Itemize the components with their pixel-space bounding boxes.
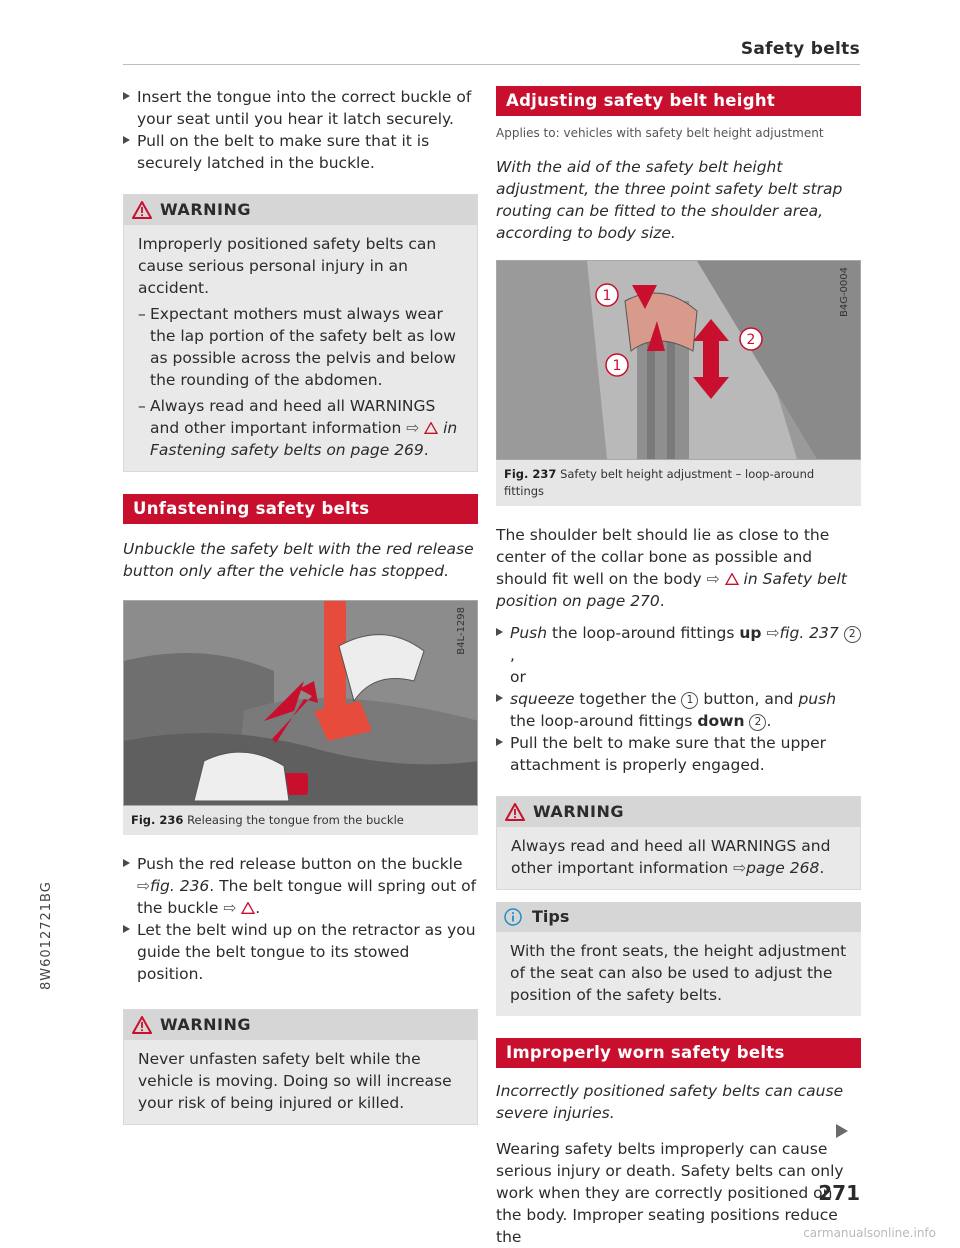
warning-header — [497, 797, 860, 827]
header-rule — [123, 64, 860, 65]
figure-236 — [123, 600, 478, 806]
paragraph-improper-wear: Wearing safety belts improperly can cause serious injury or death. Safety belts can only work when they are correctly positioned on the body. Improper seating positions reduce the — [496, 1140, 844, 1246]
step-bullet-icon — [496, 694, 503, 702]
marker-1-badge: 1 — [681, 692, 698, 709]
arrow-right-icon: ⇨ — [223, 899, 237, 917]
step-text: Pull on the belt to make sure that it is securely latched in the buckle. — [137, 132, 430, 172]
figure-reference-link[interactable]: fig. 236 — [150, 877, 210, 895]
warning-text-part: Always read and heed all WARNINGS and other important information — [511, 837, 831, 877]
step-text: Insert the tongue into the correct buckle of your seat until you hear it latch securely. — [137, 88, 472, 128]
step-squeeze-push — [496, 688, 861, 732]
warning-header — [124, 195, 477, 225]
warning-triangle-icon — [725, 573, 739, 585]
step-push-release — [123, 853, 478, 919]
warning-box-adjust — [496, 796, 861, 890]
section-heading-adjusting: Adjusting safety belt height — [496, 86, 861, 116]
page-header-title: Safety belts — [740, 39, 860, 59]
step-bullet-icon — [123, 92, 130, 100]
section-intro: Unbuckle the safety belt with the red release button only after the vehicle has stopped. — [123, 540, 474, 580]
step-text — [137, 853, 478, 919]
figure-code: B4L-1298 — [456, 607, 467, 655]
figure-237 — [496, 260, 861, 460]
punctuation: , — [510, 646, 515, 664]
step-direction: up — [739, 624, 762, 642]
step-direction: down — [697, 712, 745, 730]
punctuation: . — [819, 859, 825, 877]
warning-item: – Expectant mothers must always wear the lap portion of the safety belt as low as possible across the pelvis and below the rounding of the abdomen. — [138, 305, 456, 389]
step-bullet-icon — [496, 628, 503, 636]
figure-caption — [123, 806, 478, 835]
step-or: or — [510, 668, 526, 686]
step-pull-belt — [123, 130, 478, 174]
paragraph-shoulder-belt — [496, 524, 861, 612]
document-code: 8W6012721BG — [39, 881, 54, 990]
warning-triangle-icon[interactable] — [241, 902, 255, 914]
warning-box-unfasten — [123, 1009, 478, 1125]
arrow-right-icon: ⇨ — [137, 877, 150, 895]
step-insert-tongue — [123, 86, 478, 130]
step-bullet-icon — [123, 925, 130, 933]
warning-intro: Improperly positioned safety belts can cause serious personal injury in an accident. — [138, 235, 437, 297]
applies-to: Applies to: vehicles with safety belt height adjustment — [496, 126, 824, 140]
warning-item: – Always read and heed all WARNINGS and other important information ⇨ in Fastening safety belts on page 269. — [138, 397, 458, 459]
step-text: Pull the belt to make sure that the upper attachment is properly engaged. — [510, 734, 827, 774]
arrow-right-icon: ⇨ — [766, 624, 780, 642]
figure-code: B4G-0004 — [839, 267, 850, 318]
step-text-part: the loop-around fittings — [510, 712, 698, 730]
warning-item-text: Expectant mothers must always wear the lap portion of the safety belt as low as possible across the pelvis and below the rounding of the abdomen. — [150, 305, 456, 389]
warning-triangle-icon — [132, 1016, 152, 1034]
warning-text — [511, 835, 852, 879]
buckle-release-illustration — [124, 601, 478, 805]
warning-item-text: Always read and heed all WARNINGS and other important information — [150, 397, 436, 437]
tips-header — [496, 902, 861, 932]
figure-caption-text: Safety belt height adjustment – loop-around fittings — [504, 467, 815, 498]
step-verb: Push — [510, 624, 548, 642]
figure-caption-text: Releasing the tongue from the buckle — [187, 813, 404, 827]
step-text: Let the belt wind up on the retractor as you guide the belt tongue to its stowed position. — [137, 921, 476, 983]
info-icon — [504, 908, 522, 926]
arrow-right-icon: ⇨ — [706, 570, 720, 588]
section-heading-unfastening: Unfastening safety belts — [123, 494, 478, 524]
punctuation: . — [423, 441, 429, 459]
watermark: carmanualsonline.info — [803, 1226, 936, 1240]
punctuation: . — [255, 899, 261, 917]
warning-triangle-icon — [505, 803, 525, 821]
figure-marker-2: 2 — [746, 332, 756, 348]
continue-arrow-icon — [836, 1124, 848, 1138]
warning-title: WARNING — [160, 1015, 251, 1034]
figure-caption — [496, 460, 861, 506]
step-text-part: button, and — [698, 690, 799, 708]
figure-reference-link[interactable]: fig. 237 — [779, 624, 839, 642]
figure-marker-1: 1 — [602, 288, 612, 304]
punctuation: . — [766, 712, 772, 730]
warning-body — [124, 1040, 477, 1124]
marker-2-badge: 2 — [844, 626, 861, 643]
step-wind-belt — [123, 919, 478, 985]
step-pull-check — [496, 732, 861, 776]
step-text-part: the loop-around fittings — [547, 624, 740, 642]
step-bullet-icon — [123, 859, 130, 867]
tips-title: Tips — [532, 907, 570, 926]
figure-label: Fig. 236 — [131, 813, 184, 827]
step-text — [510, 622, 861, 688]
cross-reference-link[interactable]: in Fastening safety belts on page 269 — [150, 419, 458, 459]
figure-marker-1: 1 — [612, 358, 622, 374]
step-push-up — [496, 622, 861, 688]
warning-title: WARNING — [160, 200, 251, 219]
step-verb: squeeze — [510, 690, 575, 708]
marker-2-badge: 2 — [749, 714, 766, 731]
step-text-part: Push the red release button on the buckle — [137, 855, 463, 873]
punctuation: . — [659, 592, 665, 610]
step-text-part: together the — [574, 690, 682, 708]
figure-label: Fig. 237 — [504, 467, 557, 481]
warning-text: Never unfasten safety belt while the vehicle is moving. Doing so will increase your risk of being injured or killed. — [138, 1050, 452, 1112]
tips-box — [496, 902, 861, 1016]
warning-triangle-icon — [132, 201, 152, 219]
step-text — [510, 688, 861, 732]
step-text-part: . The belt tongue will spring out of the buckle — [137, 877, 477, 917]
tips-body — [496, 932, 861, 1016]
warning-box-positioning — [123, 194, 478, 472]
cross-reference-link[interactable]: in Safety belt position on page 270 — [496, 570, 847, 610]
section-heading-improperly-worn: Improperly worn safety belts — [496, 1038, 861, 1068]
step-verb: push — [798, 690, 837, 708]
left-column — [123, 86, 478, 1125]
belt-height-illustration — [497, 261, 861, 459]
warning-body — [497, 827, 860, 889]
warning-title: WARNING — [533, 802, 624, 821]
right-column — [496, 86, 861, 1248]
step-bullet-icon — [123, 136, 130, 144]
warning-body — [124, 225, 477, 471]
section-intro: With the aid of the safety belt height adjustment, the three point safety belt strap routing can be fitted to the shoulder area, according to body size. — [496, 158, 843, 242]
warning-header — [124, 1010, 477, 1040]
step-bullet-icon — [496, 738, 503, 746]
arrow-right-icon: ⇨ — [406, 419, 420, 437]
page-number: 271 — [818, 1181, 860, 1205]
warning-triangle-icon — [424, 422, 438, 434]
arrow-right-icon: ⇨ — [733, 859, 747, 877]
paragraph-text: The shoulder belt should lie as close to the center of the collar bone as possible and should fit well on the body — [496, 526, 830, 588]
tips-text: With the front seats, the height adjustment of the seat can also be used to adjust the position of the safety belts. — [510, 942, 847, 1004]
page-reference-link[interactable]: page 268 — [746, 859, 820, 877]
section-intro: Incorrectly positioned safety belts can cause severe injuries. — [496, 1082, 844, 1122]
